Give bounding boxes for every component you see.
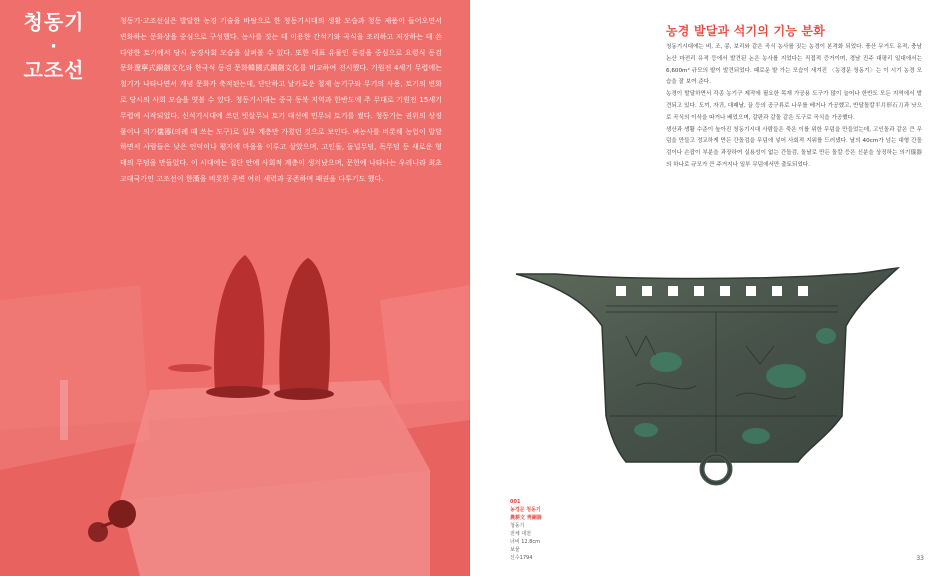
intro-text bbox=[120, 14, 442, 188]
chapter-title-dot: · bbox=[50, 36, 58, 57]
intro-paragraph: 청동기·고조선실은 발달한 농경 기술을 바탕으로 한 청동기시대의 생활 모습과 청동 제품이 들어오면서 변화하는 문화상을 중심으로 구성했다. 농사를 짓는 데 이용한 간석기와 곡식을 조리하고 저장하는 데 쓴 다양한 토기에서 당시 농경사회 모습을 살펴볼 수 있다. 또한 대표 유물인 동검을 중심으로 요령식 동검 문화遼寧式銅劍文化와 한국식 동검 문화韓國式銅劍文化를 비교하여 전시했다. 기원전 4세기 무렵에는 철기가 나타나면서 개념 문화가 축적된는데, 단단하고 날카로운 철제 농기구와 무기의 사용, 토기의 변화로 당시의 사회 모습을 엿볼 수 있다. 청동기시대는 중국 동북 지역과 한반도에 주 무대로 기원전 15세기 무렵에 시작되었다. 신석기시대에 쓰던 빗살무늬 토기 대신에 민무늬 토기를 썼다. 청동기는 권위의 상징물이나 의기儀器(의례 때 쓰는 도구)로 일부 계층만 가졌던 것으로 보인다. 벼농사를 비롯해 농업이 발달하면서 사람들은 낮은 언덕이나 평지에 마을을 이루고 살았으며, 고인돌, 돌널무덤, 독무덤 등 새로운 형태의 무덤을 만들었다. 이 시대에는 집단 안에 사회적 계층이 생겨났으며, 문헌에 나타나는 우리나라 최초 고대국가인 고조선이 한漢을 비롯한 주변 여러 세력과 공존하며 패권을 다투기도 했다. bbox=[120, 17, 442, 183]
caption-detail: 신수1794 bbox=[510, 555, 533, 561]
body-paragraph-1: 청동기시대에는 벼, 조, 콩, 보리와 같은 곡식 농사를 짓는 농경이 본격화 되었다. 풍산 무거도 유적, 충남 논산 마전리 유적 등에서 발견된 논은 농사를 지었다는 직접적 증거이며, 경남 진주 대평리 일대에서는 6,600m² 규모의 밭이 발견되었다. 때로운 밭 가는 모습이 새겨진 〈농경문 청동기〉는 이 시기 농경 모습을 잘 보여 준다. bbox=[666, 44, 922, 86]
caption-detail: 너비 12.8cm bbox=[510, 539, 541, 545]
caption-title-hanja: 農耕文 靑銅器 bbox=[510, 515, 542, 521]
artifact-caption bbox=[510, 498, 590, 562]
caption-title: 농경문 청동기 bbox=[510, 507, 541, 513]
section-title: 농경 발달과 석기의 기능 분화 bbox=[666, 24, 826, 38]
body-text bbox=[666, 42, 922, 172]
caption-number: 001 bbox=[510, 499, 521, 505]
right-page bbox=[470, 0, 940, 576]
chapter-title-line2: 고조선 bbox=[23, 58, 85, 83]
bronze-artifact-image bbox=[506, 266, 906, 486]
page-number: 33 bbox=[916, 555, 924, 562]
caption-detail: 전체 대전 bbox=[510, 531, 531, 537]
body-paragraph-2: 농경이 발달하면서 각종 농기구 제작에 필요한 목재 가공용 도구가 많이 늘어나 한반도 모든 지역에서 발견되고 있다. 도끼, 자귀, 대패날, 끌 등의 공구류로 나무를 베거나 가공했고, 반달돌칼半月形石刀과 낫으로 곡식의 이삭을 따거나 베었으며, 갈판과 갈돌 같은 도구로 곡식을 가공했다. bbox=[666, 91, 922, 121]
caption-detail: 청동기 bbox=[510, 523, 525, 529]
body-paragraph-3: 생산과 생활 수준이 높아진 청동기시대 사람들은 죽은 이를 위한 무덤을 만들었는데, 고인돌과 같은 큰 무덤을 만들고 정교하게 만든 간돌검을 무덤에 넣어 사회적 지위를 드러냈다. 날의 40cm가 넘는 대형 간돌검이나 손잡이 부분을 과장하여 실용성이 없는 간돌검, 돌날로 만든 돌칼 등은 신분을 상징하는 의기儀器의 하나로 규모가 큰 주거지나 일부 무덤에서만 출토되었다. bbox=[666, 126, 922, 168]
chapter-title-line1: 청동기 bbox=[23, 10, 85, 34]
caption-detail: 보물 bbox=[510, 547, 520, 553]
chapter-title bbox=[14, 10, 94, 83]
